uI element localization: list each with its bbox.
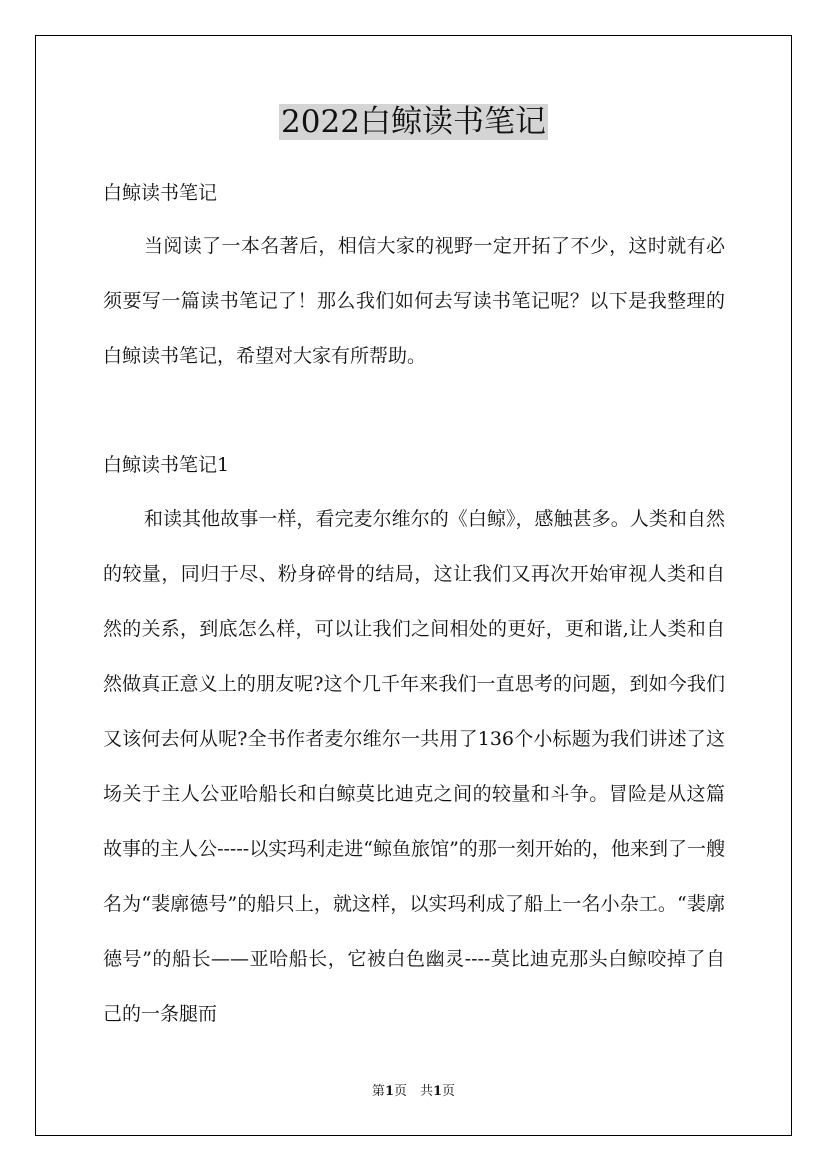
document-title-text: 2022白鲸读书笔记 (281, 104, 546, 140)
footer-page-current: 1 (384, 1084, 394, 1099)
section-body-paragraph: 和读其他故事一样，看完麦尔维尔的《白鲸》，感触甚多。人类和自然的较量，同归于尽、粉身碎骨的结局，这让我们又再次开始审视人类和自然的关系，到底怎么样，可以让我们之间相处的更好，更和谐,让人类和自然做真正意义上的朋友呢?这个几千年来我们一直思考的问题，到如今我们又该何去何从呢?全书作者麦尔维尔一共用了136个小标题为我们讲述了这场关于主人公亚哈船长和白鲸莫比迪克之间的较量和斗争。冒险是从这篇故事的主人公-----以实玛利走进“鲸鱼旅馆”的那一刻开始的，他来到了一艘名为“裴廓德号”的船只上，就这样，以实玛利成了船上一名小杂工。“裴廓德号”的船长——亚哈船长，它被白色幽灵----莫比迪克那头白鲸咬掉了自己的一条腿而 (103, 508, 725, 1025)
document-heading: 白鲸读书笔记 (103, 182, 218, 204)
footer-page-prefix: 第 (371, 1084, 385, 1099)
intro-paragraph: 当阅读了一本名著后，相信大家的视野一定开拓了不少，这时就有必须要写一篇读书笔记了！那么我们如何去写读书笔记呢？以下是我整理的白鲸读书笔记，希望对大家有所帮助。 (103, 235, 725, 367)
footer-page-mid: 页 共 (393, 1084, 433, 1099)
page-footer (0, 1080, 827, 1104)
footer-page-total: 1 (433, 1084, 443, 1099)
footer-page-suffix: 页 (442, 1084, 456, 1099)
document-title (0, 100, 827, 144)
section-heading: 白鲸读书笔记1 (103, 454, 230, 476)
